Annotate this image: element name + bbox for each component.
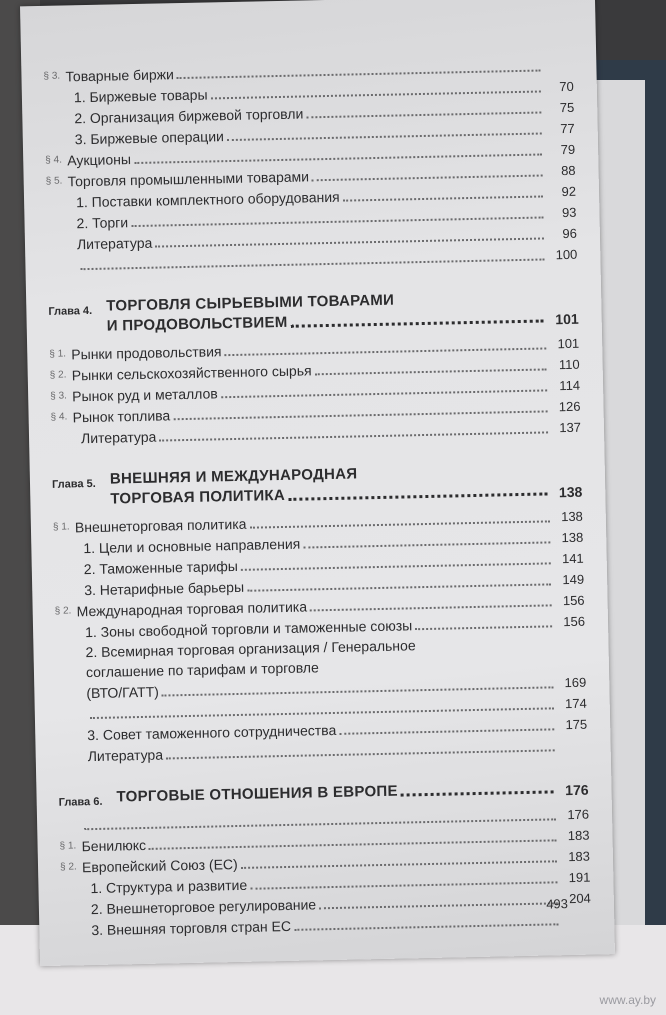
section-prefix: § 3. bbox=[43, 70, 61, 82]
entry-page: 101 bbox=[557, 335, 580, 352]
chapter-title: ТОРГОВЫЕ ОТНОШЕНИЯ В ЕВРОПЕ bbox=[116, 782, 399, 806]
entry-page: 156 bbox=[563, 613, 586, 630]
entry-page: 114 bbox=[559, 377, 581, 394]
entry-page: 100 bbox=[555, 246, 578, 263]
page-number: 493 bbox=[546, 896, 569, 912]
entry-text: 3. Внешняя торговля стран ЕС bbox=[91, 917, 292, 939]
entry-page: 138 bbox=[560, 508, 583, 525]
chapter-title: ВНЕШНЯЯ И МЕЖДУНАРОДНАЯ bbox=[109, 465, 358, 488]
section-prefix: § 4. bbox=[45, 154, 63, 166]
entry-page: 93 bbox=[561, 204, 577, 221]
entry-text: 3. Биржевые операции bbox=[74, 128, 225, 148]
entry-text: (ВТО/ГАТТ) bbox=[86, 683, 159, 702]
entry-text: 2. Таможенные тарифы bbox=[83, 557, 239, 578]
leader-dots bbox=[339, 728, 554, 735]
entry-text: 1. Поставки комплектного оборудования bbox=[75, 188, 340, 211]
chapter-title: И ПРОДОВОЛЬСТВИЕМ bbox=[106, 313, 288, 335]
leader-dots bbox=[306, 111, 541, 118]
entry-text: Литература bbox=[87, 746, 164, 765]
entry-text: Бенилюкс bbox=[81, 836, 147, 855]
section-list-top bbox=[43, 55, 577, 276]
entry-page: 175 bbox=[565, 716, 588, 733]
leader-dots bbox=[343, 195, 543, 201]
leader-dots bbox=[303, 541, 550, 548]
leader-dots bbox=[294, 923, 558, 931]
leader-dots bbox=[319, 902, 558, 909]
section-prefix: § 5. bbox=[45, 175, 63, 187]
leader-dots bbox=[312, 174, 543, 181]
section-prefix: § 3. bbox=[50, 390, 67, 402]
leader-dots bbox=[159, 431, 548, 441]
chapter-5 bbox=[52, 460, 583, 511]
section-prefix: § 1. bbox=[52, 521, 70, 533]
entry-text: 3. Нетарифные барьеры bbox=[84, 578, 245, 599]
entry-page: 174 bbox=[564, 695, 587, 712]
entry-text: Рынок топлива bbox=[72, 407, 171, 426]
chapter-label: Глава 5. bbox=[51, 477, 96, 491]
leader-dots bbox=[401, 790, 554, 796]
entry-page: 70 bbox=[559, 78, 574, 95]
chapter-6 bbox=[58, 778, 588, 809]
entry-text: Рынки сельскохозяйственного сырья bbox=[71, 362, 312, 384]
table-of-contents bbox=[43, 55, 591, 941]
chapter-label: Глава 4. bbox=[48, 304, 93, 318]
entry-page bbox=[561, 930, 591, 931]
entry-page: 137 bbox=[559, 419, 582, 436]
entry-text: 3. Совет таможенного сотрудничества bbox=[87, 721, 337, 744]
entry-page: 169 bbox=[564, 674, 587, 691]
entry-text: соглашение по тарифам и торговле bbox=[85, 659, 319, 681]
section-prefix: § 4. bbox=[50, 411, 68, 423]
entry-text: 1. Структура и развитие bbox=[90, 876, 248, 897]
entry-text: Международная торговая политика bbox=[76, 598, 308, 620]
entry-page: 183 bbox=[567, 827, 590, 844]
entry-page: 96 bbox=[562, 225, 578, 242]
entry-text: 1. Цели и основные направления bbox=[83, 535, 301, 557]
section-prefix: § 2. bbox=[59, 861, 77, 873]
entry-page: 88 bbox=[560, 162, 576, 179]
leader-dots bbox=[315, 368, 547, 375]
entry-text: Рынки продовольствия bbox=[71, 343, 222, 363]
section-prefix: § 2. bbox=[54, 605, 72, 617]
chapter-title: ТОРГОВЛЯ СЫРЬЕВЫМИ ТОВАРАМИ bbox=[106, 291, 395, 315]
entry-text: Литература bbox=[76, 234, 153, 253]
entry-page: 191 bbox=[568, 869, 591, 886]
entry-text: Товарные биржи bbox=[65, 66, 175, 85]
watermark: www.ay.by bbox=[599, 993, 656, 1007]
entry-page: 138 bbox=[561, 529, 584, 546]
toc-entry-wto bbox=[55, 632, 586, 704]
section-prefix: § 1. bbox=[49, 348, 67, 360]
chapter-page: 176 bbox=[565, 781, 589, 799]
chapter-4 bbox=[48, 287, 579, 338]
leader-dots bbox=[288, 492, 547, 500]
entry-page: 75 bbox=[559, 99, 575, 116]
leader-dots bbox=[81, 258, 545, 270]
entry-page: 156 bbox=[562, 592, 585, 609]
chapter-page: 101 bbox=[555, 310, 579, 328]
entry-text: Европейский Союз (ЕС) bbox=[81, 856, 238, 876]
chapter-label: Глава 6. bbox=[58, 795, 103, 809]
entry-page: 92 bbox=[561, 183, 577, 200]
section-list-ch4 bbox=[49, 333, 581, 449]
entry-text: 2. Торги bbox=[76, 214, 129, 232]
entry-page: 204 bbox=[568, 890, 591, 907]
leader-dots bbox=[166, 749, 555, 759]
entry-text: 2. Всемирная торговая организация / Генеральное bbox=[85, 637, 416, 661]
section-list-ch5-b bbox=[57, 693, 588, 767]
entry-text: Рынок руд и металлов bbox=[72, 385, 218, 405]
section-list-ch6 bbox=[59, 804, 592, 941]
chapter-page: 138 bbox=[558, 483, 583, 501]
entry-text: 2. Внешнеторговое регулирование bbox=[90, 896, 317, 918]
entry-text: Внешнеторговая политика bbox=[74, 515, 247, 536]
section-prefix: § 1. bbox=[59, 840, 77, 852]
entry-page: 126 bbox=[558, 398, 581, 415]
entry-page: 141 bbox=[561, 550, 584, 567]
entry-text: Литература bbox=[80, 428, 157, 447]
entry-text: 1. Зоны свободной торговли и таможенные союзы bbox=[84, 617, 413, 641]
section-list-ch5 bbox=[53, 506, 586, 643]
entry-page: 183 bbox=[568, 848, 591, 865]
entry-text: Аукционы bbox=[67, 151, 132, 169]
entry-text: 2. Организация биржевой торговли bbox=[74, 105, 304, 127]
leader-dots bbox=[415, 625, 552, 630]
entry-page: 149 bbox=[562, 571, 585, 588]
entry-text: Торговля промышленными товарами bbox=[67, 168, 310, 190]
entry-text: 1. Биржевые товары bbox=[73, 86, 208, 106]
entry-page: 176 bbox=[567, 806, 590, 823]
chapter-title: ТОРГОВАЯ ПОЛИТИКА bbox=[110, 486, 286, 508]
entry-page bbox=[558, 756, 588, 757]
leader-dots bbox=[310, 604, 552, 611]
leader-dots bbox=[291, 319, 544, 327]
section-prefix: § 2. bbox=[49, 369, 67, 381]
entry-page: 110 bbox=[558, 356, 580, 373]
book-page bbox=[20, 0, 615, 966]
entry-page: 79 bbox=[560, 141, 576, 158]
entry-page: 77 bbox=[560, 120, 575, 137]
